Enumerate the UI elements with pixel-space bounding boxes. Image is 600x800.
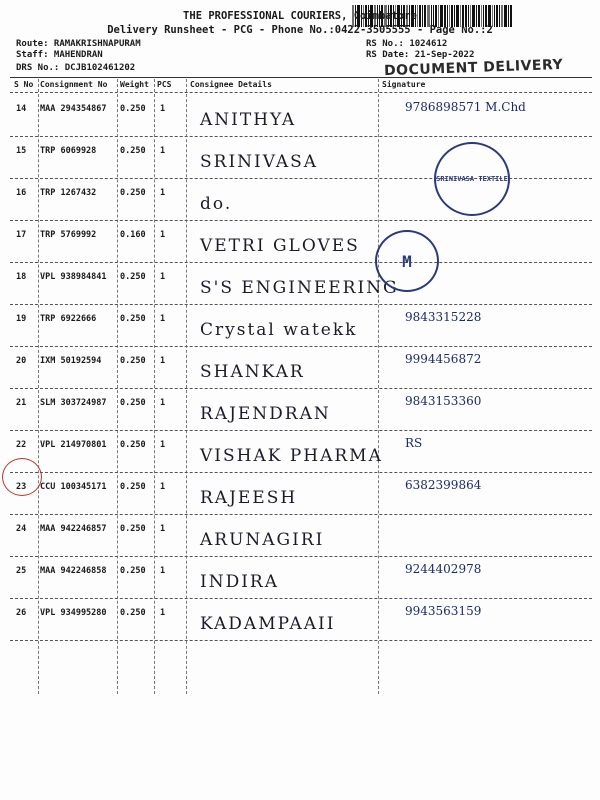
row-consignee: S'S ENGINEERING [200, 278, 399, 298]
row-consignee: RAJENDRAN [200, 404, 331, 424]
row-signature: 6382399864 [405, 478, 482, 492]
row-sno: 22 [16, 440, 27, 450]
runsheet-title: Delivery Runsheet - PCG - Phone No.:0422-3505555 - Page No.:2 [107, 24, 493, 36]
row-weight: 0.250 [120, 272, 146, 282]
col-consignment: Consignment No [40, 80, 108, 89]
row-consignment-no: IXM 50192594 [40, 356, 102, 366]
table-row [10, 390, 592, 432]
row-pcs: 1 [160, 440, 166, 450]
row-consignee: VISHAK PHARMA [200, 446, 383, 466]
row-signature: 9244402978 [405, 562, 482, 576]
row-consignee: Crystal watekk [200, 320, 358, 340]
row-weight: 0.250 [120, 482, 146, 492]
table-row [10, 306, 592, 348]
row-weight: 0.250 [120, 356, 146, 366]
row-sno: 25 [16, 566, 27, 576]
row-sno: 23 [16, 482, 27, 492]
col-signature: Signature [382, 80, 426, 89]
row-sno: 24 [16, 524, 27, 534]
table-row [10, 222, 592, 264]
row-consignee: ANITHYA [200, 110, 297, 130]
table-row [10, 264, 592, 306]
row-signature: 9994456872 [405, 352, 482, 366]
row-consignment-no: SLM 303724987 [40, 398, 107, 408]
row-pcs: 1 [160, 356, 166, 366]
table-row [10, 348, 592, 390]
table-row [10, 474, 592, 516]
row-pcs: 1 [160, 482, 166, 492]
staff: Staff: MAHENDRAN [16, 50, 103, 60]
row-22-circle-mark [2, 458, 42, 496]
row-sno: 20 [16, 356, 27, 366]
row-weight: 0.250 [120, 314, 146, 324]
drs-number: DRS No.: DCJB102461202 [16, 63, 136, 73]
row-consignee: ARUNAGIRI [200, 530, 325, 550]
row-consignee: SHANKAR [200, 362, 305, 382]
row-consignment-no: VPL 934995280 [40, 608, 107, 618]
row-pcs: 1 [160, 314, 166, 324]
row-consignment-no: TRP 6922666 [40, 314, 97, 324]
row-sno: 26 [16, 608, 27, 618]
row-sno: 17 [16, 230, 27, 240]
row-weight: 0.160 [120, 230, 146, 240]
row-weight: 0.250 [120, 188, 146, 198]
row-consignment-no: MAA 942246858 [40, 566, 107, 576]
row-weight: 0.250 [120, 398, 146, 408]
row-consignment-no: VPL 214970801 [40, 440, 107, 450]
row-pcs: 1 [160, 230, 166, 240]
row-consignee: SRINIVASA [200, 152, 319, 172]
row-pcs: 1 [160, 272, 166, 282]
row-sno: 15 [16, 146, 27, 156]
row-consignment-no: CCU 100345171 [40, 482, 107, 492]
col-weight: Weight [120, 80, 149, 89]
row-sno: 16 [16, 188, 27, 198]
row-pcs: 1 [160, 608, 166, 618]
row-weight: 0.250 [120, 146, 146, 156]
row-sno: 18 [16, 272, 27, 282]
row-sno: 21 [16, 398, 27, 408]
row-consignee: do. [200, 194, 233, 214]
row-consignment-no: TRP 6069928 [40, 146, 97, 156]
col-consignee: Consignee Details [190, 80, 272, 89]
row-pcs: 1 [160, 104, 166, 114]
vetri-gloves-seal: M [375, 230, 439, 292]
rs-date: RS Date: 21-Sep-2022 [366, 50, 475, 60]
table-row [10, 558, 592, 600]
row-weight: 0.250 [120, 524, 146, 534]
route: Route: RAMAKRISHNAPURAM [16, 39, 141, 49]
table-row [10, 516, 592, 558]
row-pcs: 1 [160, 398, 166, 408]
row-signature: 9786898571 M.Chd [405, 100, 526, 114]
row-pcs: 1 [160, 566, 166, 576]
row-sno: 19 [16, 314, 27, 324]
row-weight: 0.250 [120, 566, 146, 576]
row-signature: 9843153360 [405, 394, 482, 408]
row-consignee: KADAMPAAII [200, 614, 336, 634]
row-pcs: 1 [160, 524, 166, 534]
row-weight: 0.250 [120, 440, 146, 450]
document-delivery-stamp: DOCUMENT DELIVERY [383, 56, 564, 80]
table-row [10, 432, 592, 474]
table-row [10, 96, 592, 138]
row-consignment-no: VPL 938984841 [40, 272, 107, 282]
row-sno: 14 [16, 104, 27, 114]
row-consignment-no: TRP 5769992 [40, 230, 97, 240]
row-consignee: INDIRA [200, 572, 280, 592]
row-signature: 9943563159 [405, 604, 482, 618]
row-weight: 0.250 [120, 608, 146, 618]
row-consignee: RAJEESH [200, 488, 298, 508]
col-sno: S No [14, 80, 34, 89]
col-pcs: PCS [157, 80, 172, 89]
row-signature: 9843315228 [405, 310, 482, 324]
company-title: THE PROFESSIONAL COURIERS, Coimbatore [183, 10, 417, 22]
row-consignment-no: MAA 942246857 [40, 524, 107, 534]
row-signature: RS [405, 436, 423, 450]
row-pcs: 1 [160, 146, 166, 156]
row-consignment-no: TRP 1267432 [40, 188, 97, 198]
row-pcs: 1 [160, 188, 166, 198]
row-weight: 0.250 [120, 104, 146, 114]
row-consignee: VETRI GLOVES [200, 236, 360, 256]
row-consignment-no: MAA 294354867 [40, 104, 107, 114]
rs-number: RS No.: 1024612 [366, 39, 448, 49]
table-row [10, 600, 592, 642]
srinivasa-seal: SRINIVASA TEXTILE [434, 142, 510, 216]
